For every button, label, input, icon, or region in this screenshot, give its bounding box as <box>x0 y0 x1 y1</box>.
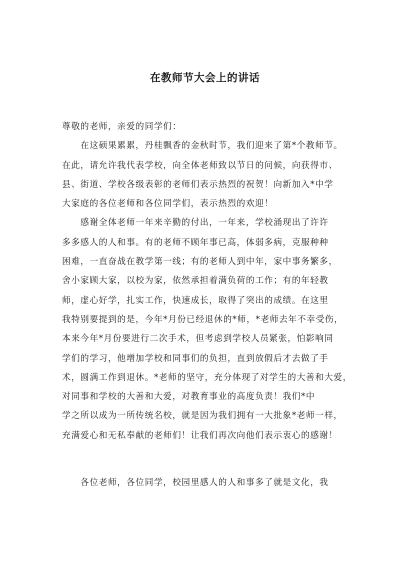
paragraph-2 <box>62 214 352 446</box>
text-line: 对同事和学校的大善和大爱，对教育事业的高度负责！我们*中 <box>62 392 316 403</box>
text-line: 我特别要提到的是，今年*月份已经退休的*师，*老师去年不幸受伤， <box>62 314 344 325</box>
document-title: 在教师节大会上的讲话 <box>150 72 260 84</box>
text-line: 困难，一直奋战在教学第一线；有的老师人到中年，家中事务繁多， <box>62 257 338 268</box>
paragraph-gap <box>62 446 352 474</box>
text-line: 师，虚心好学，扎实工作，快速成长，取得了突出的成绩。在这里 <box>62 295 329 306</box>
text-line: 各位老师，各位同学，校园里感人的人和事多了就是文化，我 <box>62 478 329 489</box>
text-line: 在这硕果累累，丹桂飘香的金秋时节，我们迎来了第*个教师节。 <box>62 141 343 152</box>
text-line: 本来今年*月份要进行二次手术，但考虑到学校人员紧张，怕影响同 <box>62 334 334 345</box>
text-line: 县、街道、学校各级表彰的老师们表示热烈的祝贺！向新加入*中学 <box>62 179 334 190</box>
salutation: 尊敬的老师，亲爱的同学们： <box>62 122 182 132</box>
text-line: 学之所以成为一所传统名校，就是因为我们拥有一大批象*老师一样， <box>62 411 343 422</box>
paragraph-1 <box>62 137 352 214</box>
text-line: 感谢全体老师一年来辛勤的付出，一年来，学校涌现出了许许 <box>62 218 329 229</box>
text-line: 大家庭的各位老师和各位同学们，表示热烈的欢迎！ <box>62 199 274 210</box>
text-line: 舍小家顾大家，以校为家，依然承担着满负荷的工作；有的年轻教 <box>62 276 329 287</box>
paragraph-3 <box>62 474 352 493</box>
text-line: 多多感人的人和事。有的老师不顾年事已高，体弱多病，克服种种 <box>62 237 329 248</box>
text-line: 学们的学习，他增加学校和同事们的负担，直到放假后才去做了手 <box>62 353 329 364</box>
text-line: 术，圆满工作到退休。*老师的坚守，充分体现了对学生的大善和大爱， <box>62 372 352 383</box>
document-body <box>62 118 352 493</box>
text-line: 充满爱心和无私奉献的老师们！让我们再次向他们表示衷心的感谢！ <box>62 430 338 441</box>
text-line: 在此，请允许我代表学校，向全体老师致以节日的问候，向获得市、 <box>62 160 338 171</box>
